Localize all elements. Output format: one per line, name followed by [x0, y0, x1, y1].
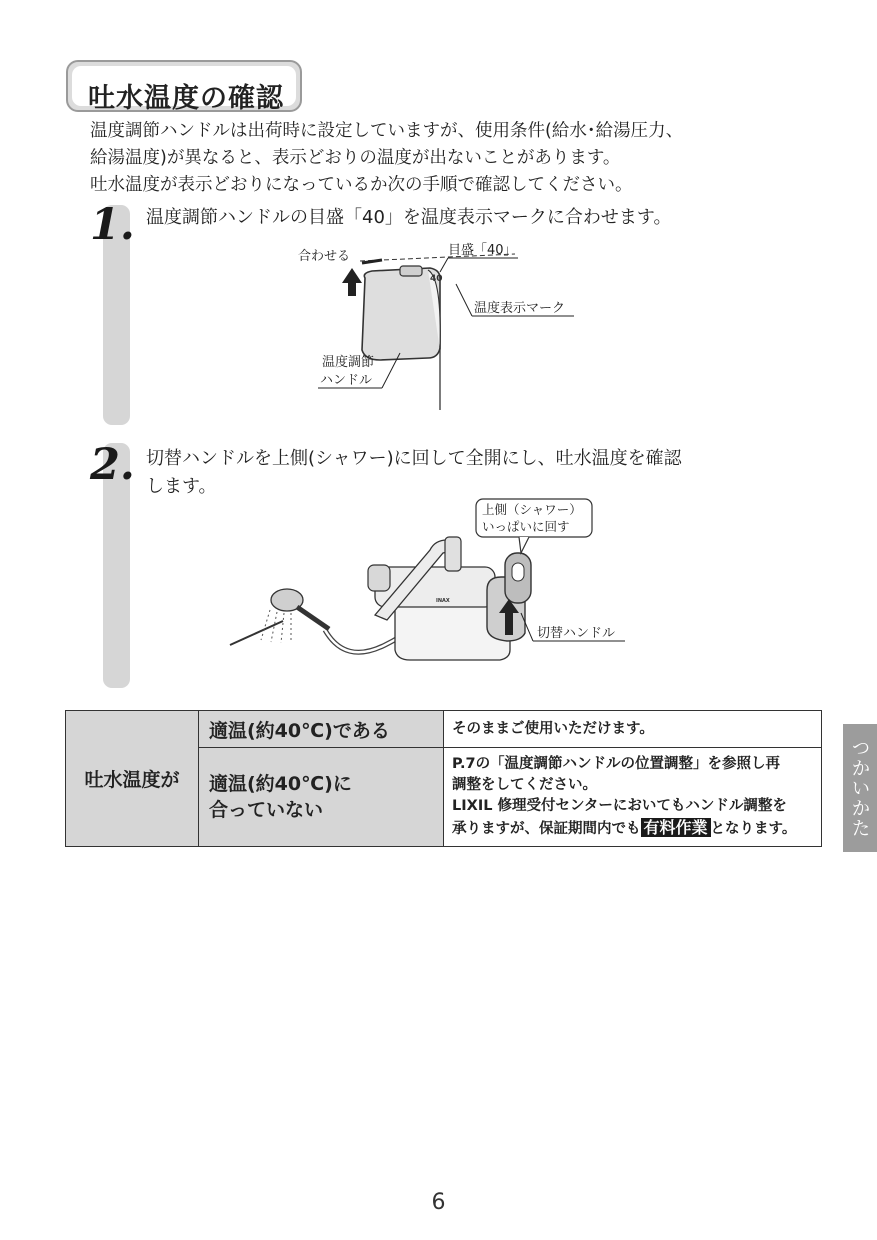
- step-2-number: 2.: [90, 440, 135, 490]
- label-temperature-mark: 温度表示マーク: [474, 301, 566, 316]
- page-number: 6: [431, 1190, 446, 1215]
- result-line: 調整をしてください。: [452, 777, 597, 793]
- section-title: 吐水温度の確認: [88, 83, 284, 114]
- shower-grip: [297, 607, 329, 629]
- row-header-cell: [66, 711, 199, 847]
- dial-scale-label: 40: [430, 274, 443, 284]
- water-stream-line: [230, 621, 283, 645]
- label-mark-leader: [456, 284, 472, 316]
- section-title-inner: [72, 66, 296, 114]
- label-scale: 目盛「40」: [448, 243, 517, 258]
- intro-text: [90, 118, 683, 199]
- faucet-left-handle: [368, 565, 390, 591]
- step-2-text-2: します。: [146, 476, 217, 497]
- result-text: そのままご使用いただけます。: [452, 720, 654, 737]
- result-line: P.7の「温度調節ハンドルの位置調整」を参照し再: [452, 756, 781, 772]
- intro-line: 吐水温度が表示どおりになっているか次の手順で確認してください。: [90, 175, 633, 195]
- callout-line-1: 上側（シャワー）: [482, 502, 582, 517]
- condition-cell: [199, 748, 444, 847]
- result-cell: [444, 711, 822, 748]
- callout-tail: [519, 537, 529, 553]
- step-2-illustration: [225, 495, 635, 675]
- callout-line-2: いっぱいに回す: [482, 519, 570, 534]
- condition-cell: [199, 711, 444, 748]
- label-handle-2: ハンドル: [320, 373, 373, 388]
- section-title-box: [66, 60, 302, 112]
- water-spray: [261, 610, 291, 643]
- switch-lever-hole: [512, 563, 524, 581]
- step-1-number: 1.: [90, 200, 135, 250]
- result-cell: [444, 748, 822, 847]
- brand-label: INAX: [436, 598, 450, 604]
- spout-neck: [445, 537, 461, 571]
- condition-text: 適温(約40℃)に: [209, 773, 352, 795]
- result-table: [65, 710, 822, 847]
- condition-text: 合っていない: [209, 799, 324, 821]
- condition-text: 適温(約40℃)である: [209, 719, 390, 742]
- label-scale-leader: [440, 258, 448, 272]
- result-last-suffix: となります。: [710, 821, 797, 837]
- intro-line: 温度調節ハンドルは出荷時に設定していますが、使用条件(給水･給湯圧力、: [90, 121, 684, 141]
- table-row: [66, 711, 822, 748]
- step-2-text-1: 切替ハンドルを上側(シャワー)に回して全開にし、吐水温度を確認: [146, 448, 682, 469]
- result-line: [452, 817, 813, 840]
- label-align: 合わせる: [298, 249, 351, 264]
- step-1-illustration: [290, 238, 590, 413]
- paid-work-highlight: 有料作業: [641, 818, 711, 837]
- step-1-text: 温度調節ハンドルの目盛「40」を温度表示マークに合わせます。: [146, 207, 672, 228]
- label-switch-handle: 切替ハンドル: [537, 626, 616, 641]
- temperature-handle-shape: [362, 268, 440, 360]
- intro-line: 給湯温度)が異なると、表示どおりの温度が出ないことがあります。: [90, 148, 621, 168]
- label-handle-1: 温度調節: [322, 355, 375, 370]
- row-header: 吐水温度が: [84, 769, 180, 791]
- handle-grip: [400, 266, 422, 276]
- result-last-prefix: 承りますが、保証期間内でも: [452, 821, 641, 837]
- align-arrow-icon: [342, 268, 362, 296]
- result-line: LIXIL 修理受付センターにおいてもハンドル調整を: [452, 798, 787, 814]
- rotate-arrow-icon: [362, 260, 382, 263]
- side-tab-usage[interactable]: つかいかた: [843, 724, 877, 852]
